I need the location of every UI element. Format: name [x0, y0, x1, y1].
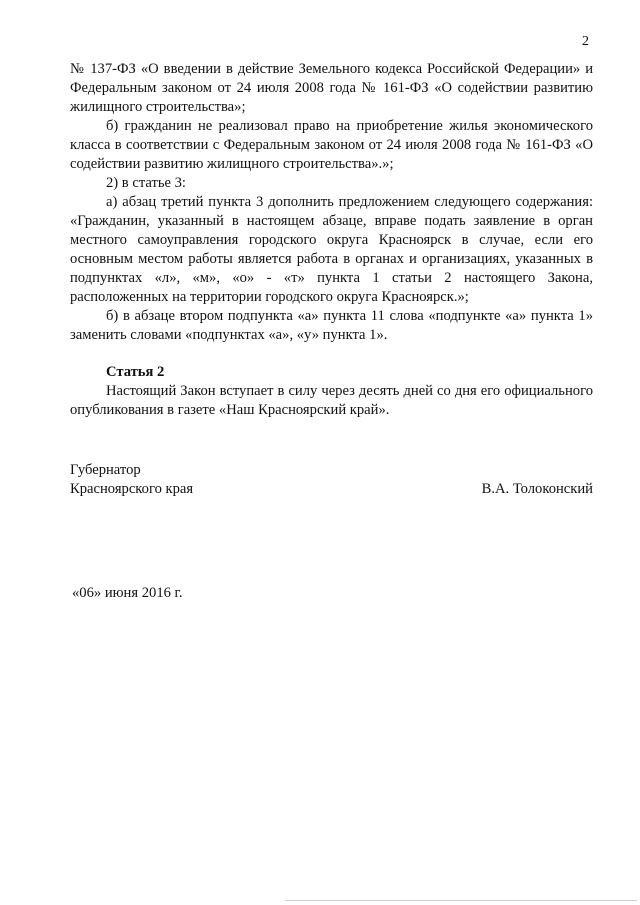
document-date: «06» июня 2016 г. [72, 585, 183, 601]
paragraph-item-2a: а) абзац третий пункта 3 дополнить предложением следующего содержания: «Гражданин, указанный в настоящем абзаце, вправе подать заявление в орган местного самоуправления городского округа Красноярск в случае, если его основным местом работы является работа в органах и организациях, указанных в подпунктах «л», «м», «о» - «т» пункта 1 статьи 2 настоящего Закона, расположенных на территории городского округа Красноярск.»; [70, 194, 593, 305]
signer-title-line1: Губернатор [70, 462, 141, 478]
document-body [70, 60, 593, 420]
article-heading: Статья 2 [106, 364, 165, 380]
article-text: Настоящий Закон вступает в силу через десять дней со дня его официального опубликования в газете «Наш Красноярский край». [70, 383, 593, 418]
signature-block [70, 461, 593, 499]
signer-name: В.А. Толоконский [481, 481, 593, 497]
paragraph-item-b: б) гражданин не реализовал право на приобретение жилья экономического класса в соответствии с Федеральным законом от 24 июля 2008 года № 161-ФЗ «О содействии развитию жилищного строительства».»; [70, 118, 593, 172]
paragraph-item-2b: б) в абзаце втором подпункта «а» пункта 11 слова «подпункте «а» пункта 1» заменить словами «подпунктах «а», «у» пункта 1». [70, 308, 593, 343]
paragraph-item-2: 2) в статье 3: [106, 175, 186, 191]
paragraph-continuation: № 137-ФЗ «О введении в действие Земельного кодекса Российской Федерации» и Федеральным законом от 24 июля 2008 года № 161-ФЗ «О содействии развитию жилищного строительства»; [70, 61, 593, 115]
signer-title-line2: Красноярского края [70, 481, 194, 497]
page-number: 2 [582, 34, 589, 49]
page-edge-line [285, 900, 637, 901]
